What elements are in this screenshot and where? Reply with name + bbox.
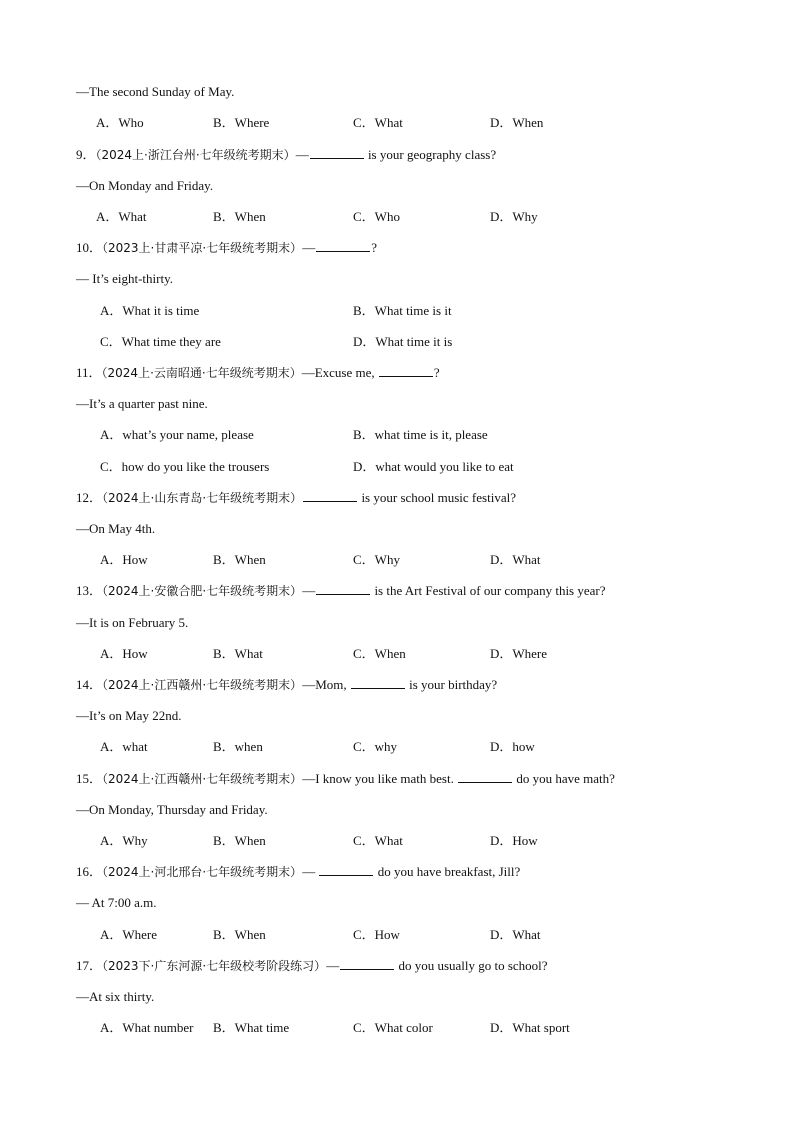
q16-option-c[interactable]: C．How	[353, 927, 400, 942]
q14-option-b[interactable]: B．when	[213, 739, 263, 754]
q10-option-a[interactable]: A．What it is time	[100, 303, 200, 318]
stem-before: —	[326, 958, 340, 973]
q14-option-a[interactable]: A．what	[100, 739, 148, 754]
question-source: （2023上·甘肃平凉·七年级统考期末）	[102, 241, 303, 255]
q16-option-a[interactable]: A．Where	[100, 927, 158, 942]
q16-option-d[interactable]: D．What	[490, 927, 541, 942]
q10-stem	[76, 240, 377, 256]
question-source: （2024上·云南昭通·七年级统考期末）	[101, 366, 302, 380]
q12-option-b[interactable]: B．When	[213, 552, 266, 567]
q14-answer: —It’s on May 22nd.	[76, 708, 182, 723]
question-number: 11．	[76, 365, 102, 380]
q14-option-c[interactable]: C．why	[353, 739, 398, 754]
question-number: 13．	[76, 583, 103, 598]
q15-stem	[76, 771, 615, 787]
question-source: （2024上·安徽合肥·七年级统考期末）	[102, 584, 303, 598]
q17-answer: —At six thirty.	[76, 989, 155, 1004]
q10-option-b[interactable]: B．What time is it	[353, 303, 452, 318]
q15-answer: —On Monday, Thursday and Friday.	[76, 802, 268, 817]
q13-stem	[76, 583, 606, 599]
q8-option-d[interactable]: D．When	[490, 115, 544, 130]
question-source: （2024上·河北邢台·七年级统考期末）	[102, 865, 303, 879]
stem-after: ?	[371, 240, 377, 255]
answer-blank[interactable]	[303, 490, 357, 502]
answer-blank[interactable]	[310, 147, 364, 159]
stem-after: do you have math?	[513, 771, 615, 786]
answer-blank[interactable]	[351, 677, 405, 689]
stem-before: —Excuse me,	[301, 365, 378, 380]
q12-option-a[interactable]: A．How	[100, 552, 148, 567]
q8-answer: —The second Sunday of May.	[76, 84, 235, 99]
q11-option-a[interactable]: A．what’s your name, please	[100, 427, 254, 442]
q8-option-c[interactable]: C．What	[353, 115, 403, 130]
q15-option-c[interactable]: C．What	[353, 833, 403, 848]
stem-before: —	[302, 240, 316, 255]
q12-answer: —On May 4th.	[76, 521, 156, 536]
question-number: 9．	[76, 147, 96, 162]
q8-option-a[interactable]: A．Who	[96, 115, 144, 130]
q9-option-a[interactable]: A．What	[96, 209, 147, 224]
q12-stem	[76, 490, 516, 506]
stem-after: is your geography class?	[364, 147, 497, 162]
q13-option-c[interactable]: C．When	[353, 646, 406, 661]
stem-before: —	[295, 147, 309, 162]
stem-after: do you usually go to school?	[395, 958, 548, 973]
q10-option-d[interactable]: D．What time it is	[353, 334, 453, 349]
q9-stem	[76, 147, 496, 163]
q9-option-b[interactable]: B．When	[213, 209, 266, 224]
q17-option-b[interactable]: B．What time	[213, 1020, 290, 1035]
q16-stem	[76, 864, 520, 880]
answer-blank[interactable]	[319, 864, 373, 876]
stem-after: do you have breakfast, Jill?	[374, 864, 521, 879]
q11-option-c[interactable]: C．how do you like the trousers	[100, 459, 270, 474]
answer-blank[interactable]	[379, 365, 433, 377]
q12-option-c[interactable]: C．Why	[353, 552, 400, 567]
q17-option-d[interactable]: D．What sport	[490, 1020, 570, 1035]
q12-option-d[interactable]: D．What	[490, 552, 541, 567]
q11-option-b[interactable]: B．what time is it, please	[353, 427, 488, 442]
q15-option-d[interactable]: D．How	[490, 833, 538, 848]
q10-option-c[interactable]: C．What time they are	[100, 334, 221, 349]
q11-stem	[76, 365, 440, 381]
question-number: 14．	[76, 677, 103, 692]
stem-after: ?	[433, 365, 440, 380]
q10-answer: — It’s eight-thirty.	[76, 271, 174, 286]
q17-stem	[76, 958, 548, 974]
q15-option-a[interactable]: A．Why	[100, 833, 148, 848]
q17-option-c[interactable]: C．What color	[353, 1020, 433, 1035]
q16-answer: — At 7:00 a.m.	[76, 895, 157, 910]
question-source: （2024上·浙江台州·七年级统考期末）	[95, 148, 296, 162]
question-number: 16．	[76, 864, 103, 879]
question-number: 15．	[76, 771, 103, 786]
stem-after: is the Art Festival of our company this year?	[371, 583, 606, 598]
answer-blank[interactable]	[458, 771, 512, 783]
answer-blank[interactable]	[316, 583, 370, 595]
stem-after: is your birthday?	[405, 677, 498, 692]
q11-answer: —It’s a quarter past nine.	[76, 396, 208, 411]
q14-stem	[76, 677, 497, 693]
q11-option-d[interactable]: D．what would you like to eat	[353, 459, 514, 474]
question-number: 17．	[76, 958, 103, 973]
q16-option-b[interactable]: B．When	[213, 927, 266, 942]
q8-option-b[interactable]: B．Where	[213, 115, 270, 130]
question-source: （2024上·江西赣州·七年级统考期末）	[102, 678, 303, 692]
answer-blank[interactable]	[340, 958, 394, 970]
stem-before: —	[302, 583, 316, 598]
stem-before: —Mom,	[302, 677, 350, 692]
q13-answer: —It is on February 5.	[76, 615, 189, 630]
q13-option-a[interactable]: A．How	[100, 646, 148, 661]
q9-option-c[interactable]: C．Who	[353, 209, 400, 224]
q13-option-b[interactable]: B．What	[213, 646, 263, 661]
question-source: （2023下·广东河源·七年级校考阶段练习）	[102, 959, 327, 973]
question-number: 12．	[76, 490, 103, 505]
stem-before: —	[302, 864, 319, 879]
question-source: （2024上·江西赣州·七年级统考期末）	[102, 772, 303, 786]
question-number: 10．	[76, 240, 103, 255]
q17-option-a[interactable]: A．What number	[100, 1020, 194, 1035]
q13-option-d[interactable]: D．Where	[490, 646, 548, 661]
stem-after: is your school music festival?	[358, 490, 516, 505]
q15-option-b[interactable]: B．When	[213, 833, 266, 848]
stem-before: —I know you like math best.	[302, 771, 458, 786]
question-source: （2024上·山东青岛·七年级统考期末）	[102, 491, 303, 505]
q9-option-d[interactable]: D．Why	[490, 209, 538, 224]
q14-option-d[interactable]: D．how	[490, 739, 535, 754]
answer-blank[interactable]	[316, 240, 370, 252]
q9-answer: —On Monday and Friday.	[76, 178, 214, 193]
